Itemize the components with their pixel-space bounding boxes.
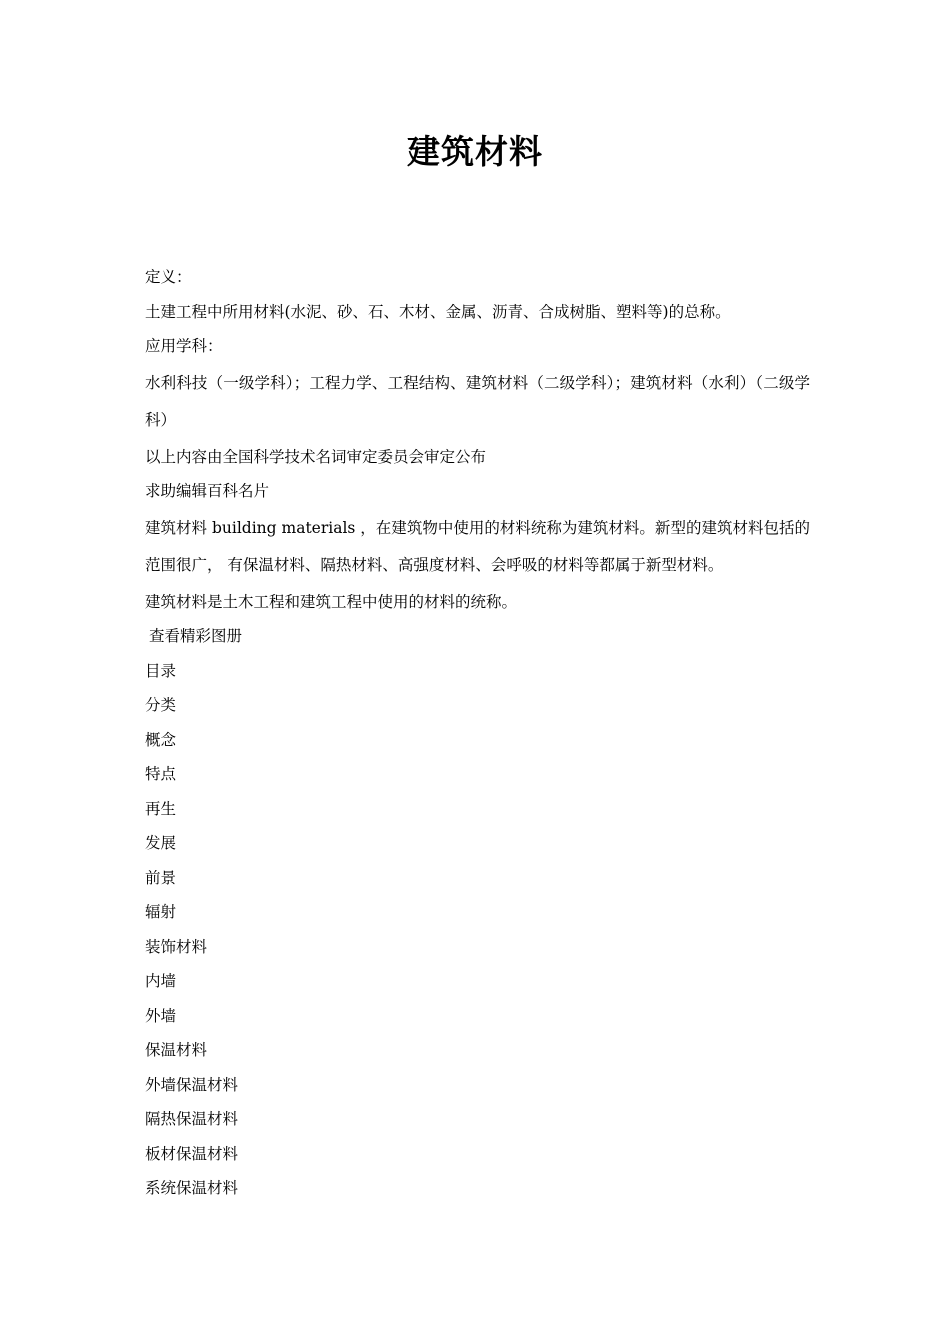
toc-item-radiation[interactable]: 辐射	[145, 903, 177, 921]
toc-item-features[interactable]: 特点	[145, 765, 177, 783]
document-body	[145, 260, 810, 1206]
definition-text: 土建工程中所用材料(水泥、砂、石、木材、金属、沥青、合成树脂、塑料等)的总称。	[145, 302, 731, 321]
toc-item-prospects[interactable]: 前景	[145, 868, 177, 887]
intro-paragraph: 建筑材料 building materials ，在建筑物中使用的材料统称为建筑材料。新型的建筑材料包括的范围很广， 有保温材料、隔热材料、高强度材料、会呼吸的材料等都属于新型材料。	[145, 518, 810, 574]
definition-label: 定义：	[145, 268, 192, 286]
summary-text: 建筑材料是土木工程和建筑工程中使用的材料的统称。	[145, 592, 518, 611]
toc-item-heat-insulation[interactable]: 隔热保温材料	[145, 1110, 239, 1128]
document-title: 建筑材料	[407, 132, 543, 171]
toc-item-exterior-wall-insulation[interactable]: 外墙保温材料	[145, 1075, 239, 1094]
help-edit-link[interactable]: 求助编辑百科名片	[145, 482, 270, 500]
toc-item-decorative-materials[interactable]: 装饰材料	[145, 937, 208, 956]
toc-list	[145, 688, 810, 1206]
discipline-text: 水利科技（一级学科）；工程力学、工程结构、建筑材料（二级学科）；建筑材料（水利）（二级学科）	[145, 373, 810, 429]
toc-label: 目录	[145, 661, 177, 680]
toc-item-development[interactable]: 发展	[145, 834, 177, 852]
discipline-label: 应用学科：	[145, 337, 223, 355]
toc-item-interior-wall[interactable]: 内墙	[145, 972, 177, 990]
toc-item-classification[interactable]: 分类	[145, 696, 177, 714]
source-note: 以上内容由全国科学技术名词审定委员会审定公布	[145, 447, 487, 466]
gallery-link[interactable]: 查看精彩图册	[149, 627, 243, 645]
toc-item-concept[interactable]: 概念	[145, 730, 177, 749]
toc-item-board-insulation[interactable]: 板材保温材料	[145, 1144, 239, 1163]
toc-item-exterior-wall[interactable]: 外墙	[145, 1006, 177, 1025]
toc-item-recycling[interactable]: 再生	[145, 799, 177, 818]
toc-item-insulation-materials[interactable]: 保温材料	[145, 1041, 208, 1059]
toc-item-system-insulation[interactable]: 系统保温材料	[145, 1179, 239, 1197]
